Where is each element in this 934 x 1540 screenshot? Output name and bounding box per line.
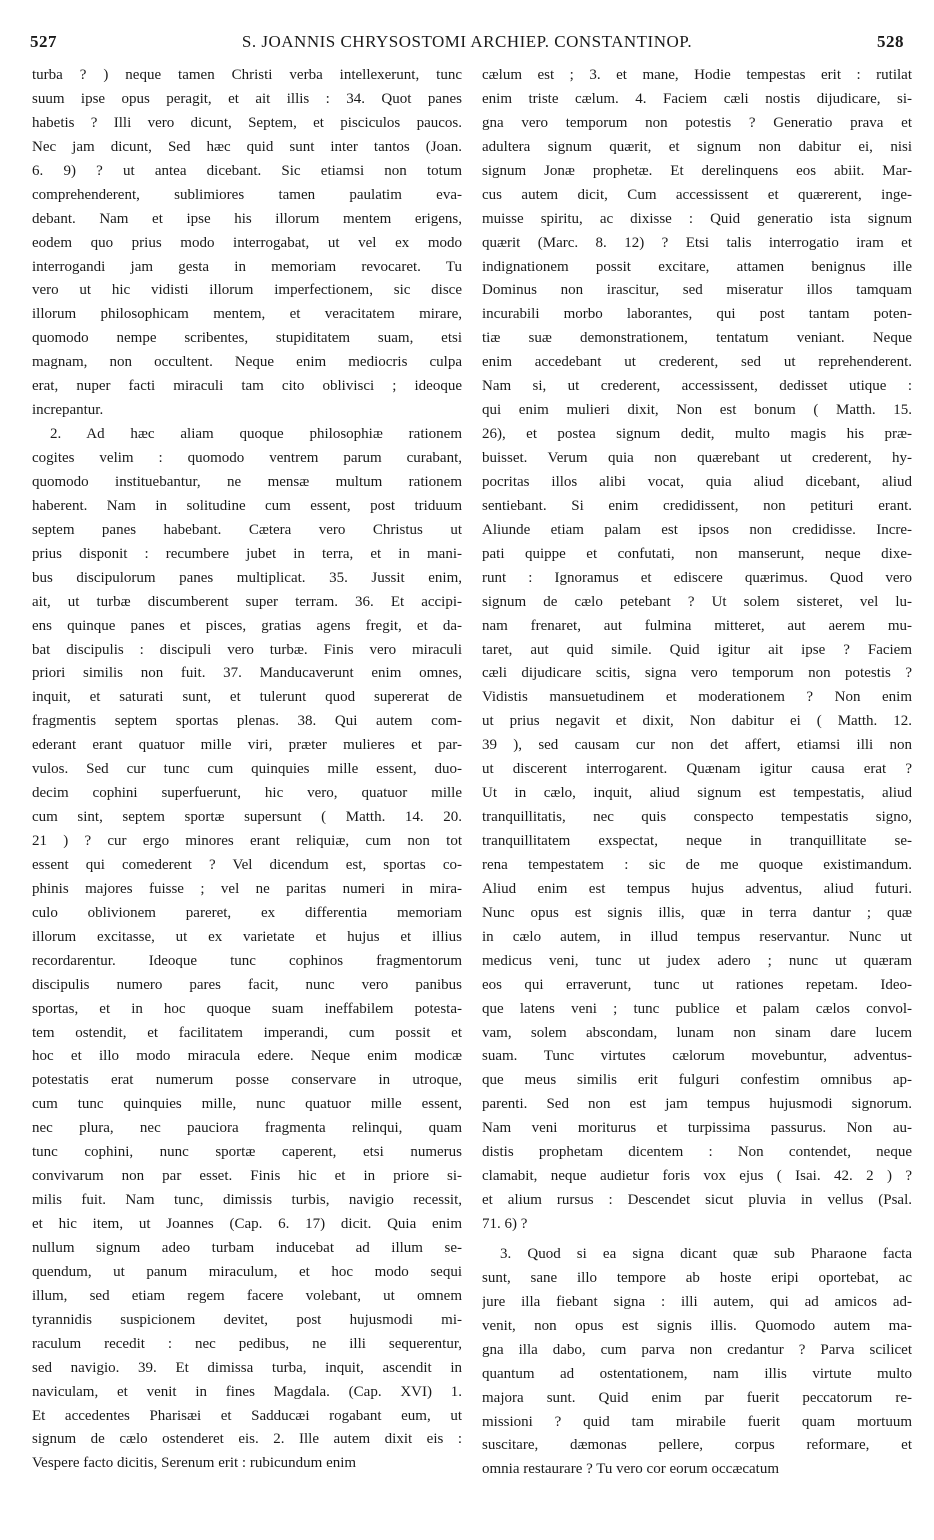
text-line: incurabili morbo laborantes, qui post tantam poten- (482, 306, 912, 323)
text-line: Vidistis mansuetudinem et moderationem ? Non enim (482, 689, 912, 706)
text-line: et hic item, ut Joannes (Cap. 6. 17) dicit. Quia enim (32, 1216, 462, 1232)
text-line: convivarum non par esset. Finis hic et in priore si- (32, 1168, 462, 1185)
text-line: comprehenderent, sublimiores tamen paulatim eva- (32, 186, 462, 203)
text-line: Ut in cælo, inquit, aliud signum est tempestatis, aliud (482, 785, 912, 802)
text-line: runt : Ignoramus et ediscere quærimus. Quod vero (482, 569, 912, 586)
text-line: increpantur. (32, 402, 104, 419)
text-line: Nam veni moriturus et turpissima passurus. Non au- (482, 1120, 912, 1137)
text-line: signum de cælo petebant ? Ut solem sisteret, vel lu- (482, 593, 912, 610)
text-line: ut prius negavit et dixit, Non dabitur ei ( Matth. 12. (482, 713, 912, 730)
text-line: que latens veni ; tunc publice et palam cælos convol- (482, 1000, 912, 1017)
text-line: adultera signum quærit, et signum non dabitur ei, nisi (482, 138, 912, 155)
text-line: ederant erant quatuor mille viri, præter mulieres et par- (32, 737, 462, 754)
text-line: naviculam, et venit in fines Magdala. (Cap. XVI) 1. (32, 1383, 462, 1400)
text-line: enim triste cælum. 4. Faciem cæli nostis dijudicare, si- (482, 90, 912, 107)
text-line: muisse spiritu, ac dixisse : Quid generatio ista signum (482, 210, 912, 227)
text-line: signum Jonæ prophetæ. Et derelinquens eos abiit. Mar- (482, 162, 912, 179)
text-line: venit, non opus est signis illis. Quomodo autem ma- (482, 1317, 912, 1334)
text-line: qui enim mulieri dixit, Non est bonum ( Matth. 15. (482, 402, 912, 419)
text-line: ut discerent interrogarent. Quænam igitur causa erat ? (482, 761, 912, 778)
text-line: tunc cophini, nunc sportæ caperent, etsi numerus (32, 1144, 462, 1161)
text-line: cum sint, septem sportæ supersunt ( Matth. 14. 20. (32, 809, 462, 826)
text-line: eos qui erraverunt, tunc ut rationes repetam. Ideo- (482, 976, 912, 993)
paragraph (482, 64, 912, 1237)
text-line: bus discipulorum panes multiplicat. 35. Jussit enim, (32, 569, 462, 586)
text-line: tranquillitatis, nec quis conspecto tempestatis signo, (482, 809, 912, 826)
text-line: quomodo nempe scribentes, stupiditatem suam, etsi (32, 330, 462, 347)
text-line: discipulis numero pares facit, nunc vero panibus (32, 976, 462, 993)
text-line: taret, aut quid simile. Quid igitur ait ipse ? Faciem (482, 641, 912, 658)
text-line: Aliud enim est tempus hujus adventus, aliud futuri. (482, 880, 912, 897)
text-line: 39 ), sed causam cur non det affert, etiamsi illi non (482, 737, 912, 754)
text-line: 26), et postea signum dedit, multo magis his præ- (482, 426, 912, 443)
paragraph (32, 64, 462, 423)
text-line: erat, nuper facti miraculi tam cito oblivisci ; ideoque (32, 378, 462, 395)
text-line: recordarentur. Ideoque tunc cophinos fragmentorum (32, 952, 462, 969)
page-header (30, 32, 904, 58)
page-number-left: 527 (30, 32, 57, 51)
text-line: cogites velim : quomodo ventrem parum curabant, (32, 450, 462, 466)
text-line: milis fuit. Nam tunc, dimissis turbis, navigio recessit, (32, 1192, 462, 1209)
text-line: 2. Ad hæc aliam quoque philosophiæ rationem (50, 426, 462, 443)
text-line: Nec jam dicunt, Sed hæc quid sunt inter tantos (Joan. (32, 138, 462, 155)
text-line: phinis majores fuisse ; vel ne paritas numeri in mira- (32, 880, 462, 897)
text-line: tranquillitatem exspectat, neque in tranquillitate se- (482, 833, 912, 849)
text-line: hoc et illo modo miracula edere. Neque enim modicæ (32, 1048, 462, 1065)
text-line: 71. 6) ? (482, 1216, 528, 1232)
paragraph (482, 1243, 912, 1482)
text-line: cum tunc quinquies mille, nunc quatuor mille essent, (32, 1096, 462, 1113)
text-line: fragmentis septem sportas plenas. 38. Qui autem com- (32, 713, 462, 730)
text-line: que meus similis erit fulguri confestim omnibus ap- (482, 1072, 912, 1089)
text-line: inquit, et saturati sunt, et tulerunt quod supererat de (32, 689, 462, 706)
text-line: sportas, et in hoc quoque suam ineffabilem potesta- (32, 1000, 462, 1017)
text-line: sed navigio. 39. Et dimissa turba, inquit, ascendit in (32, 1359, 462, 1376)
text-line: missioni ? quid tam mirabile fuerit quam mortuum (482, 1413, 912, 1430)
text-line: nullum signum adeo turbam inducebat ad illum se- (32, 1239, 462, 1256)
text-line: Et accedentes Pharisæi et Sadducæi rogabant eum, ut (32, 1407, 462, 1424)
text-line: distis prophetam dicentem : Non contendet, neque (482, 1144, 912, 1161)
text-line: illorum excitasse, ut ex varietate et hujus et illius (32, 928, 462, 945)
right-column (482, 64, 912, 1482)
text-line: tyrannidis suspicionem devitet, post hujusmodi mi- (32, 1311, 462, 1328)
left-column (32, 64, 462, 1476)
text-line: quendum, ut panum miraculum, et hoc modo sequi (32, 1263, 462, 1280)
text-line: rena tempestatem : sic de me quoque existimandum. (482, 856, 912, 873)
text-line: culo oblivionem pareret, ex differentia memoriam (32, 904, 462, 921)
text-line: suscitare, dæmonas pellere, corpus reformare, et (482, 1437, 912, 1454)
text-line: interrogandi jam gesta in memoriam revocaret. Tu (32, 258, 462, 275)
text-line: haberent. Nam in solitudine cum essent, post triduum (32, 497, 462, 514)
text-line: jure illa fiebant signa : illi autem, qui ad amicos ad- (482, 1293, 912, 1310)
text-line: quantum ad ostentationem, nam illis virtute multo (482, 1365, 912, 1382)
text-line: indignationem possit excitare, attamen benignus ille (482, 258, 912, 275)
text-line: clamabit, neque audietur foris vox ejus ( Isai. 42. 2 ) ? (482, 1168, 912, 1185)
text-line: parenti. Sed non est jam tempus hujusmodi signorum. (482, 1096, 912, 1113)
text-line: pocritas illos alibi vocat, quia aliud dicebant, aliud (482, 473, 912, 490)
text-line: omnia restaurare ? Tu vero cor eorum occæcatum (482, 1461, 779, 1478)
text-line: Nunc opus est signis illis, quæ in terra dantur ; quæ (482, 904, 912, 921)
text-line: in cælo autem, in illud tempus reservantur. Nunc ut (482, 928, 912, 945)
text-line: buisset. Verum quia non quærebant ut crederent, hy- (482, 450, 912, 466)
text-line: turba ? ) neque tamen Christi verba intellexerunt, tunc (32, 67, 462, 83)
text-line: Nam si, ut crederent, accessissent, dedisset utique : (482, 378, 912, 395)
text-line: cælum est ; 3. et mane, Hodie tempestas erit : rutilat (482, 67, 912, 83)
text-line: 21 ) ? cur ergo minores erant reliquiæ, cum non tot (32, 833, 462, 849)
text-line: nam frenaret, aut fulmina mitteret, aut aerem mu- (482, 617, 912, 634)
text-line: potestatis erat numerum posse conservare in utroque, (32, 1072, 462, 1089)
text-line: vulos. Sed cur tunc cum quinquies mille essent, duo- (32, 761, 462, 778)
text-line: ens quinque panes et pisces, gratias agens fregit, et da- (32, 617, 462, 634)
text-line: Vespere facto dicitis, Serenum erit : rubicundum enim (32, 1455, 357, 1472)
text-line: priori similis non fuit. 37. Manducaverunt enim omnes, (32, 665, 462, 682)
text-line: eodem quo prius modo interrogabat, ut vel ex modo (32, 234, 462, 251)
text-line: decim cophini superfuerunt, hic vero, quatuor mille (32, 785, 462, 802)
text-line: septem panes habebant. Cætera vero Christus ut (32, 521, 462, 538)
text-line: ait, ut turbæ discumberent super terram. 36. Et accipi- (32, 593, 462, 610)
text-line: bat discipulis : discipuli vero turbæ. Finis vero miraculi (32, 641, 462, 658)
text-line: prius disponit : recumbere jubet in terra, et in mani- (32, 545, 462, 562)
text-line: cus autem dicit, Cum accessissent et quærerent, inge- (482, 186, 912, 203)
paragraph (32, 423, 462, 1476)
text-line: illum, sed etiam regem facere volebant, ut omnem (32, 1287, 462, 1304)
text-line: habetis ? Illi vero dicunt, Septem, et pisciculos paucos. (32, 114, 462, 131)
text-line: Aliunde etiam palam est ipsos non credidisse. Incre- (482, 521, 912, 538)
text-line: sunt, sane illo tempore ab hoste eripi oportebat, ac (482, 1269, 912, 1286)
text-line: tiæ suæ demonstrationem, tentatum veniant. Neque (482, 330, 912, 347)
text-line: majora sunt. Quid enim par fuerit peccatorum re- (482, 1389, 912, 1406)
text-line: 6. 9) ? ut antea dicebant. Sic etiamsi non totum (32, 162, 462, 179)
text-line: et alium rursus : Descendet sicut pluvia in vellus (Psal. (482, 1192, 912, 1209)
text-line: vero ut hic vidisti illorum imperfectionem, sic disce (32, 282, 462, 299)
text-line: raculum recedit : nec pedibus, ne illi sequerentur, (32, 1335, 462, 1352)
text-line: debant. Nam et ipse his illorum mentem erigens, (32, 210, 462, 227)
text-line: Dominus non irascitur, sed miseratur illos tamquam (482, 282, 912, 299)
text-line: suam. Tunc virtutes cælorum movebuntur, adventus- (482, 1048, 912, 1065)
text-line: 3. Quod si ea signa dicant quæ sub Pharaone facta (500, 1245, 912, 1262)
text-line: quomodo instituebantur, ne mensæ multum rationem (32, 473, 462, 490)
text-line: enim accedebant ut crederent, sed ut reprehenderent. (482, 354, 912, 371)
text-line: vam, solem abscondam, lunam non sinam dare lucem (482, 1024, 912, 1041)
text-line: medicus veni, tunc ut judex adero ; nunc ut quæram (482, 952, 912, 969)
text-line: quærit (Marc. 8. 12) ? Etsi talis interrogatio iram et (482, 234, 912, 251)
text-line: suum ipse opus peragit, et ait illis : 34. Quot panes (32, 90, 462, 107)
text-line: illorum philosophicam mentem, et veracitatem mirare, (32, 306, 462, 323)
text-line: signum de cælo ostenderet eis. 2. Ille autem dixit eis : (32, 1431, 462, 1448)
text-line: nec plura, nec pauciora fragmenta relinqui, quam (32, 1120, 462, 1137)
running-title: S. JOANNIS CHRYSOSTOMI ARCHIEP. CONSTANTINOP. (241, 32, 693, 51)
text-line: gna illa dabo, cum parva non credantur ? Parva scilicet (482, 1341, 912, 1358)
text-line: sentiebant. Si enim credidissent, non petituri erant. (482, 497, 912, 514)
text-line: cæli dijudicare scitis, signa vero temporum non potestis ? (482, 665, 912, 682)
text-line: pati quippe et confutati, non manserunt, neque dixe- (482, 545, 912, 562)
page-number-right: 528 (877, 32, 904, 51)
text-line: gna vero temporum non potestis ? Generatio prava et (482, 114, 912, 131)
text-line: magnam, non occultent. Neque enim mediocris culpa (32, 354, 462, 371)
text-line: tem ostendit, et facilitatem imperandi, cum possit et (32, 1024, 462, 1041)
text-line: essent qui comederent ? Vel dicendum est, sportas co- (32, 856, 462, 873)
